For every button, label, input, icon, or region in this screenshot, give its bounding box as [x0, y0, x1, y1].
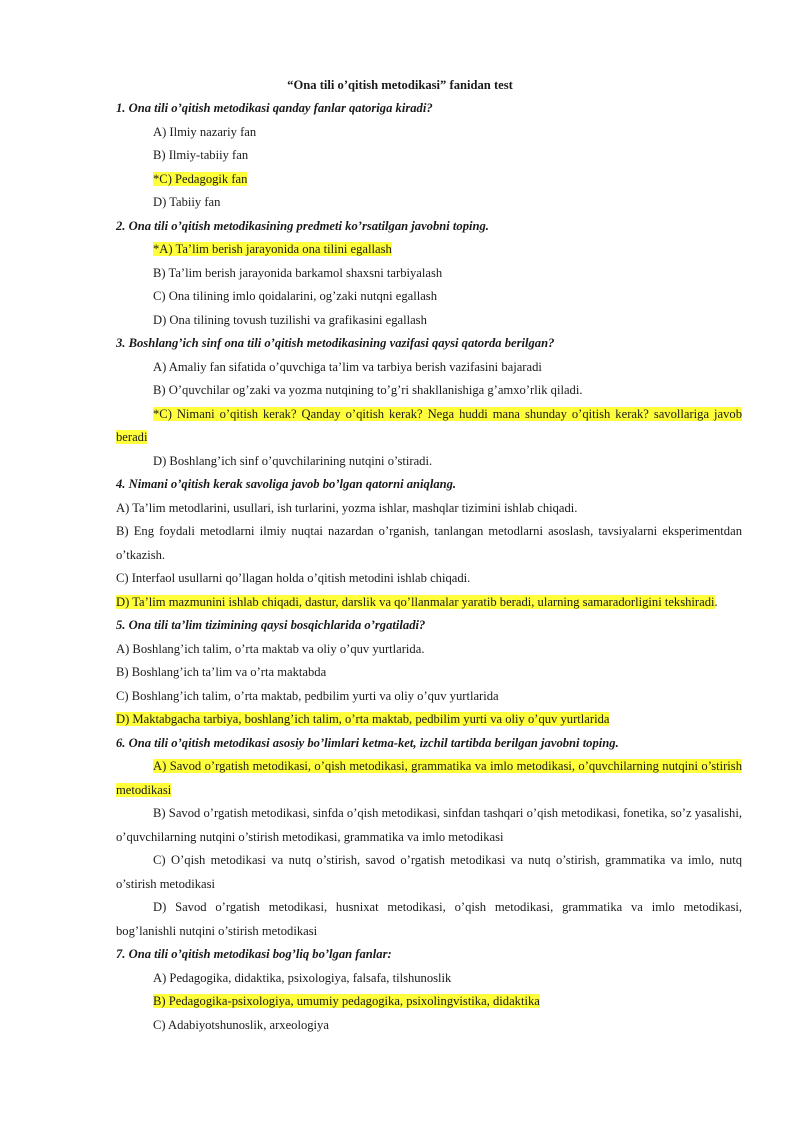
question-1-option-d: D) Tabiiy fan [153, 195, 221, 209]
document-title: “Ona tili o’qitish metodikasi” fanidan test [287, 78, 513, 92]
question-2-option-d: D) Ona tilining tovush tuzilishi va grafikasini egallash [153, 312, 427, 327]
question-1-option-c-correct [116, 168, 742, 192]
question-6: 6. Ona tili o’qitish metodikasi asosiy bo’limlari ketma-ket, izchil tartibda berilgan javobni toping. [116, 735, 619, 750]
highlighted-answer: *A) Ta’lim berish jarayonida ona tilini egallash [153, 242, 392, 256]
question-3-option-b: B) O’quvchilar og’zaki va yozma nutqining to’g’ri shakllanishiga g’amxo’rlik qiladi. [153, 383, 583, 397]
question-4-option-a: A) Ta’lim metodlarini, usullari, ish turlarini, yozma ishlar, mashqlar tizimini ishlab chiqadi. [116, 500, 578, 515]
question-2-option-a-correct [116, 238, 742, 262]
highlighted-answer: *C) Nimani o’qitish kerak? Qanday o’qitish kerak? Nega huddi mana shunday o’qitish kerak? savollariga javob beradi [116, 406, 742, 444]
question-5-option-c: C) Boshlang’ich talim, o’rta maktab, pedbilim yurti va oliy o’quv yurtlarida [116, 688, 499, 703]
question-4-option-c: C) Interfaol usullarni qo’llagan holda o’qitish metodini ishlab chiqadi. [116, 571, 471, 585]
question-3-option-d: D) Boshlang’ich sinf o’quvchilarining nutqini o’stiradi. [153, 453, 433, 468]
question-4-option-b: B) Eng foydali metodlarni ilmiy nuqtai nazardan o’rganish, tanlangan metodlarni asoslash, tavsiyalarni eksperimentdan o’tkazish. [116, 524, 742, 562]
question-7-option-c: C) Adabiyotshunoslik, arxeologiya [153, 1017, 329, 1032]
highlighted-answer: D) Maktabgacha tarbiya, boshlang’ich talim, o’rta maktab, pedbilim yurti va oliy o’quv yurtlarida [116, 712, 610, 726]
question-7-option-b-correct [116, 990, 742, 1014]
question-2-option-c: C) Ona tilining imlo qoidalarini, og’zaki nutqni egallash [153, 289, 438, 303]
highlighted-answer: A) Savod o’rgatish metodikasi, o’qish metodikasi, grammatika va imlo metodikasi, o’quvchilarning nutqini o’stirish metodikasi [116, 759, 742, 797]
question-5-option-d-correct [116, 708, 742, 732]
question-5: 5. Ona tili ta’lim tizimining qaysi bosqichlarida o’rgatiladi? [116, 618, 426, 632]
test-content [116, 97, 742, 1037]
question-1-option-b: B) Ilmiy-tabiiy fan [153, 148, 249, 162]
question-1-option-a: A) Ilmiy nazariy fan [153, 124, 257, 139]
question-4: 4. Nimani o’qitish kerak savoliga javob bo’lgan qatorni aniqlang. [116, 477, 457, 491]
question-3: 3. Boshlang’ich sinf ona tili o’qitish metodikasining vazifasi qaysi qatorda berilgan? [116, 336, 555, 350]
question-5-option-a: A) Boshlang’ich talim, o’rta maktab va oliy o’quv yurtlarida. [116, 641, 425, 656]
question-5-option-b: B) Boshlang’ich ta’lim va o’rta maktabda [116, 665, 327, 679]
question-7: 7. Ona tili o’qitish metodikasi bog’liq bo’lgan fanlar: [116, 947, 392, 961]
question-6-option-b: B) Savod o’rgatish metodikasi, sinfda o’qish metodikasi, sinfdan tashqari o’qish metodikasi, fonetika, so’z yasalishi, o’quvchilarning nutqini o’stirish metodikasi, grammatika va imlo metodikasi [116, 806, 742, 844]
highlighted-answer: *C) Pedagogik fan [153, 171, 248, 186]
question-2: 2. Ona tili o’qitish metodikasining predmeti ko’rsatilgan javobni toping. [116, 218, 489, 233]
question-2-option-b: B) Ta’lim berish jarayonida barkamol shaxsni tarbiyalash [153, 265, 443, 280]
question-1: 1. Ona tili o’qitish metodikasi qanday fanlar qatoriga kiradi? [116, 101, 433, 115]
question-7-option-a: A) Pedagogika, didaktika, psixologiya, falsafa, tilshunoslik [153, 970, 452, 985]
question-3-option-c-correct [116, 403, 742, 450]
question-6-option-c: C) O’qish metodikasi va nutq o’stirish, savod o’rgatish metodikasi va nutq o’stirish, grammatika va imlo, nutq o’stirish metodikasi [116, 853, 742, 891]
highlighted-answer: D) Ta’lim mazmunini ishlab chiqadi, dastur, darslik va qo’llanmalar yaratib beradi, ularning samaradorligini tekshiradi [116, 594, 715, 609]
question-6-option-a-correct [116, 755, 742, 802]
question-4-option-d-correct: D) Ta’lim mazmunini ishlab chiqadi, dastur, darslik va qo’llanmalar yaratib beradi, ularning samaradorligini tekshiradi. [116, 594, 718, 609]
question-6-option-d: D) Savod o’rgatish metodikasi, husnixat metodikasi, o’qish metodikasi, grammatika va imlo metodikasi, bog’lanishli nutqini o’stirish metodikasi [116, 900, 742, 938]
highlighted-answer: B) Pedagogika-psixologiya, umumiy pedagogika, psixolingvistika, didaktika [153, 994, 540, 1008]
question-3-option-a: A) Amaliy fan sifatida o’quvchiga ta’lim va tarbiya berish vazifasini bajaradi [153, 359, 542, 374]
